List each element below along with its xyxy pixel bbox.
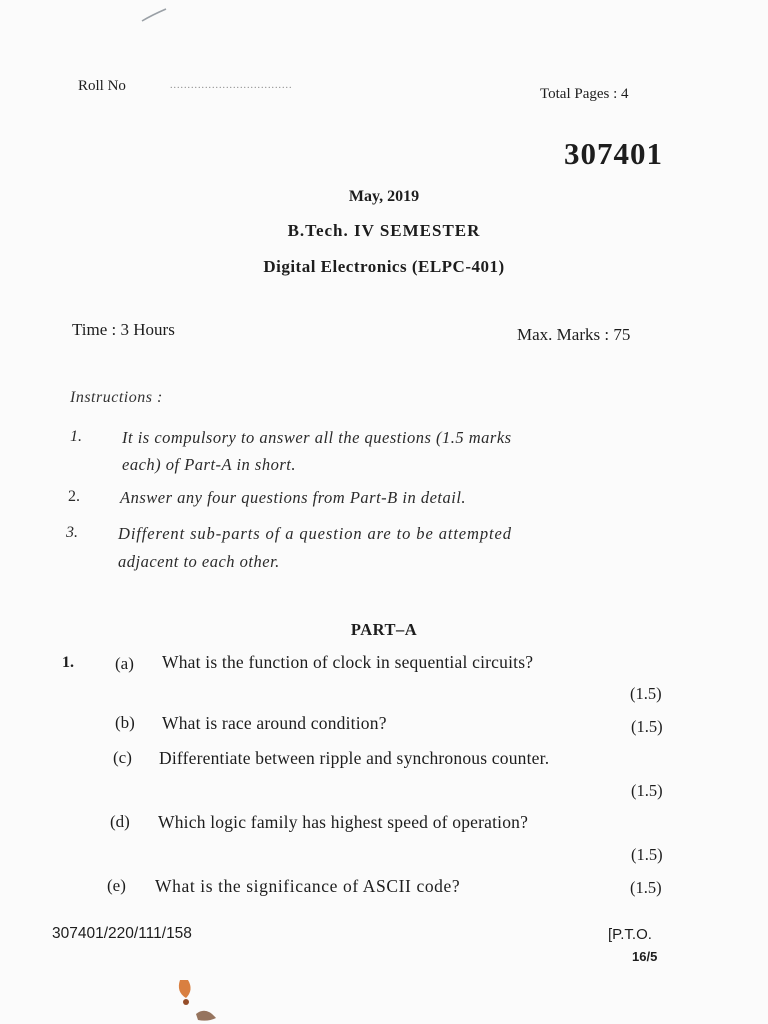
total-pages: Total Pages : 4 [540, 86, 629, 102]
question-1d-text: Which logic family has highest speed of operation? [158, 812, 529, 832]
footer-code: 307401/220/111/158 [52, 925, 192, 942]
instructions-heading: Instructions : [70, 389, 163, 406]
instruction-3-line-1: Different sub-parts of a question are to be attempted [118, 524, 512, 543]
exam-time: Time : 3 Hours [72, 320, 175, 339]
question-1a-marks: (1.5) [630, 684, 662, 703]
question-1c-label: (c) [113, 748, 132, 767]
question-1a-label: (a) [115, 654, 134, 673]
question-1a-text: What is the function of clock in sequential circuits? [162, 652, 534, 672]
question-1c-marks: (1.5) [631, 781, 663, 800]
question-1d-label: (d) [110, 812, 130, 831]
question-1b-marks: (1.5) [631, 717, 663, 736]
part-a-heading: PART–A [350, 620, 418, 639]
question-1c-text: Differentiate between ripple and synchronous counter. [159, 748, 550, 768]
instruction-3-number: 3. [66, 524, 78, 541]
question-1e-text: What is the significance of ASCII code? [155, 876, 461, 896]
footer-pto: [P.T.O. [608, 926, 652, 943]
instruction-2-line-1: Answer any four questions from Part-B in detail. [120, 488, 467, 507]
pen-mark [140, 5, 170, 25]
paper-code: 307401 [564, 136, 663, 171]
instruction-2-number: 2. [68, 488, 80, 505]
instruction-3-line-2: adjacent to each other. [118, 552, 280, 571]
instruction-1-line-2: each) of Part-A in short. [122, 455, 296, 474]
subject-text: Digital Electronics (ELPC-401) [263, 257, 505, 276]
stain-mark [172, 960, 232, 1024]
exam-subject [0, 257, 768, 277]
semester-text: B.Tech. IV SEMESTER [287, 221, 481, 240]
instruction-1-line-1: It is compulsory to answer all the questions (1.5 marks [122, 428, 512, 447]
instruction-1-number: 1. [70, 428, 82, 445]
exam-date: May, 2019 [348, 188, 420, 205]
roll-no-field: ................................... [170, 80, 293, 91]
exam-semester [0, 221, 768, 241]
footer-page-ref: 16/5 [632, 949, 658, 964]
roll-no-label: Roll No [78, 78, 126, 94]
question-1-number: 1. [62, 654, 74, 671]
question-1e-label: (e) [107, 876, 126, 895]
question-1b-text: What is race around condition? [162, 713, 387, 733]
question-1b-label: (b) [115, 713, 135, 732]
max-marks: Max. Marks : 75 [517, 325, 631, 344]
question-1d-marks: (1.5) [631, 845, 663, 864]
question-1e-marks: (1.5) [630, 878, 662, 897]
